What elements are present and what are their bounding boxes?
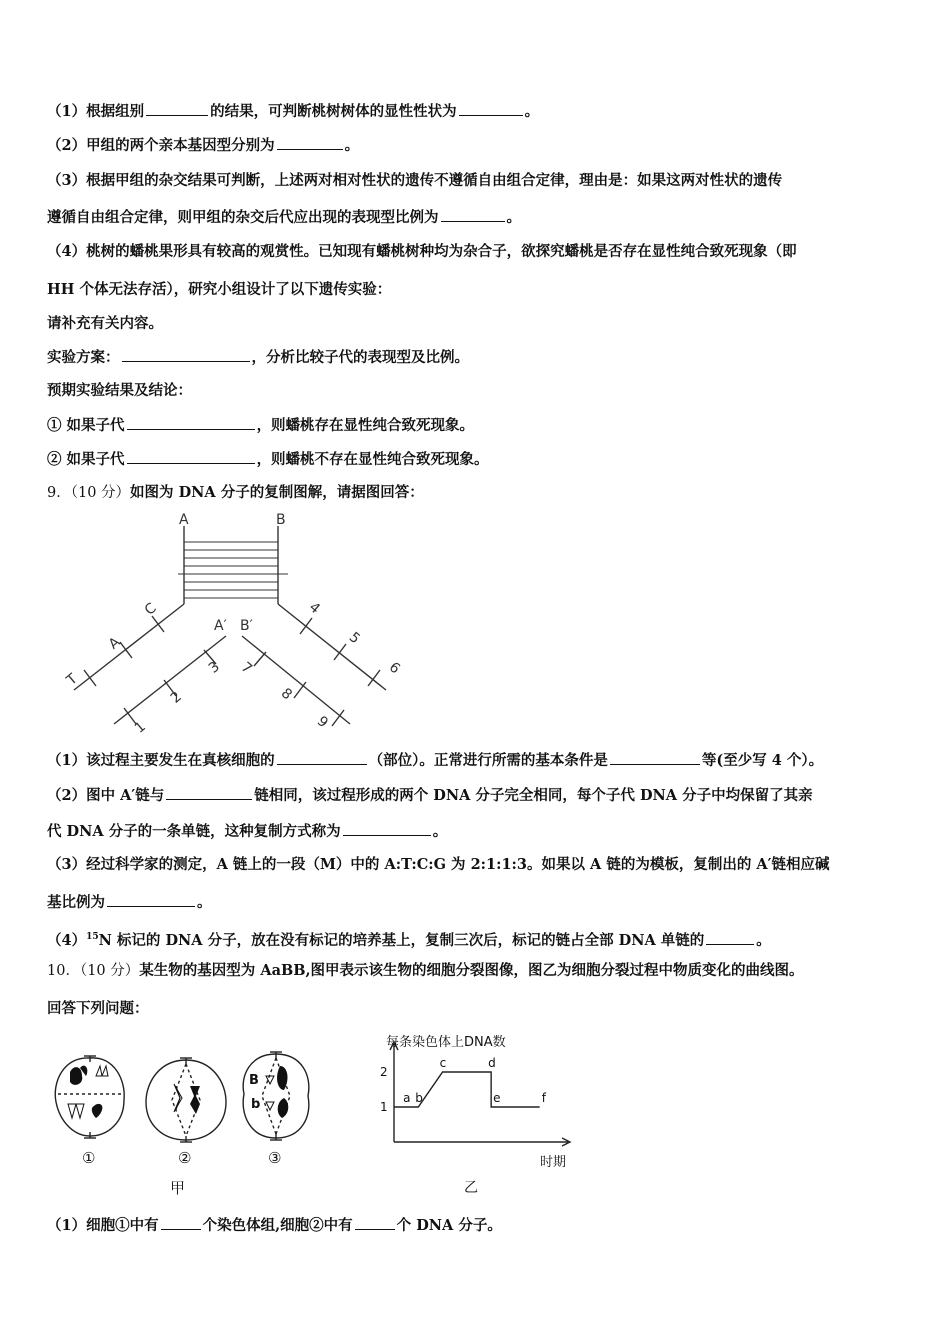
point-label-a: a — [403, 1091, 411, 1105]
label-9: 9 — [313, 713, 331, 732]
answer-blank[interactable] — [343, 821, 431, 836]
label-T: T — [63, 670, 81, 689]
label-A-prime: A′ — [214, 618, 227, 634]
point-label-b: b — [415, 1091, 423, 1105]
label-4: 4 — [305, 599, 323, 618]
q9-part2: （2）图中 A′链与 链相同，该过程形成的两个 DNA 分子完全相同，每个子代 DNA 分子中均保留了其亲 — [47, 787, 813, 804]
label-7: 7 — [237, 659, 255, 678]
answer-blank[interactable] — [277, 135, 343, 150]
q8-p1-text2: 的结果，可判断桃树树体的显性性状为 — [210, 103, 457, 120]
point-label-c: c — [439, 1056, 447, 1070]
point-label-d: d — [488, 1056, 496, 1070]
base-pair-rungs — [178, 542, 288, 598]
answer-blank[interactable] — [610, 750, 700, 765]
answer-blank[interactable] — [166, 785, 252, 800]
dna-per-chromosome-chart — [370, 1030, 590, 1200]
q8-plan: 实验方案： ，分析比较子代的表现型及比例。 — [47, 349, 469, 366]
answer-blank[interactable] — [146, 101, 208, 116]
cell-3-label: ③ — [268, 1149, 282, 1167]
answer-blank[interactable] — [706, 930, 754, 945]
label-3: 3 — [205, 658, 223, 677]
cell-3 — [243, 1054, 309, 1138]
label-6: 6 — [385, 659, 403, 678]
answer-blank[interactable] — [277, 750, 367, 765]
y-tick-2: 2 — [380, 1065, 388, 1079]
cell-division-figure — [44, 1046, 324, 1206]
q8-instruction: 请补充有关内容。 — [47, 315, 163, 332]
dna-replication-diagram — [60, 512, 410, 742]
point-label-f: f — [541, 1091, 546, 1105]
answer-blank[interactable] — [161, 1215, 201, 1230]
figure-jia-label: 甲 — [170, 1179, 186, 1197]
q8-part1: （1）根据组别 的结果，可判断桃树树体的显性性状为 。 — [47, 103, 540, 120]
cell-2 — [146, 1060, 226, 1140]
q9-part2-cont: 代 DNA 分子的一条单链，这种复制方式称为 。 — [47, 823, 448, 840]
q8-part3: （3）根据甲组的杂交结果可判断，上述两对相对性状的遗传不遵循自由组合定律，理由是：如果这两对性状的遗传 — [47, 172, 783, 189]
q9-stem: 9．（10 分）如图为 DNA 分子的复制图解，请据图回答： — [47, 484, 424, 501]
label-5: 5 — [345, 629, 363, 648]
label-A-left: A — [105, 634, 124, 653]
label-8: 8 — [277, 685, 295, 704]
q8-result1: ① 如果子代 ，则蟠桃存在显性纯合致死现象。 — [47, 417, 475, 434]
y-tick-1: 1 — [380, 1100, 388, 1114]
q8-part4: （4）桃树的蟠桃果形具有较高的观赏性。已知现有蟠桃树种均为杂合子，欲探究蟠桃是否存在显性纯合致死现象（即 — [47, 243, 797, 260]
q10-part1: （1）细胞①中有 个染色体组,细胞②中有 个 DNA 分子。 — [47, 1217, 502, 1234]
q8-part3-cont: 遵循自由组合定律，则甲组的杂交后代应出现的表现型比例为 。 — [47, 209, 521, 226]
q8-result2: ② 如果子代 ，则蟠桃不存在显性纯合致死现象。 — [47, 451, 489, 468]
answer-blank[interactable] — [127, 415, 255, 430]
strand-left-outer — [74, 604, 184, 690]
cell-2-label: ② — [178, 1149, 192, 1167]
question-number: 9．（10 分） — [47, 485, 131, 501]
answer-blank[interactable] — [127, 449, 255, 464]
q9-part4: $(4)^{15}N$ 标记的 DNA 分子，放在没有标记的培养基上，复制三次后，标记的链占全部 DNA 单链的 。 — [47, 931, 771, 949]
label-B: B — [276, 512, 286, 528]
cell-1 — [55, 1058, 124, 1136]
q8-p1-text: （1）根据组别 — [47, 103, 145, 120]
label-C: C — [141, 600, 160, 619]
chart-title: 每条染色体上DNA数 — [386, 1035, 506, 1050]
answer-blank[interactable] — [107, 892, 195, 907]
figure-yi-label: 乙 — [464, 1180, 478, 1196]
label-B-gene: B — [249, 1073, 259, 1088]
q8-part2: （2）甲组的两个亲本基因型分别为 。 — [47, 137, 360, 154]
label-B-prime: B′ — [240, 618, 253, 634]
question-number: 10．（10 分） — [47, 963, 140, 979]
q9-part3-cont: 基比例为 。 — [47, 894, 212, 911]
x-axis-label: 时期 — [540, 1155, 567, 1170]
label-b-gene: b — [251, 1097, 261, 1112]
cell-1-label: ① — [82, 1149, 96, 1167]
q9-part3: （3）经过科学家的测定，A 链上的一段（M）中的 A:T:C:G 为 2:1:1:3。如果以 A 链的为模板，复制出的 A′链相应碱 — [47, 856, 830, 873]
strand-left-inner — [114, 636, 226, 724]
answer-blank[interactable] — [459, 101, 523, 116]
q8-part4-cont: HH 个体无法存活），研究小组设计了以下遗传实验： — [47, 281, 392, 298]
q8-expect: 预期实验结果及结论： — [47, 382, 192, 399]
answer-blank[interactable] — [441, 207, 505, 222]
label-2: 2 — [167, 688, 185, 707]
q10-stem-cont: 回答下列问题： — [47, 1000, 149, 1017]
q9-part1: （1）该过程主要发生在真核细胞的 （部位）。正常进行所需的基本条件是 等(至少写 4 个）。 — [47, 752, 824, 769]
q10-stem: 10．（10 分）某生物的基因型为 AaBB,图甲表示该生物的细胞分裂图像，图乙为细胞分裂过程中物质变化的曲线图。 — [47, 962, 804, 979]
label-1: 1 — [131, 718, 149, 737]
strand-right-outer — [278, 604, 386, 690]
point-label-e: e — [493, 1091, 501, 1105]
answer-blank[interactable] — [355, 1215, 395, 1230]
label-A: A — [179, 512, 189, 528]
answer-blank[interactable] — [122, 347, 250, 362]
